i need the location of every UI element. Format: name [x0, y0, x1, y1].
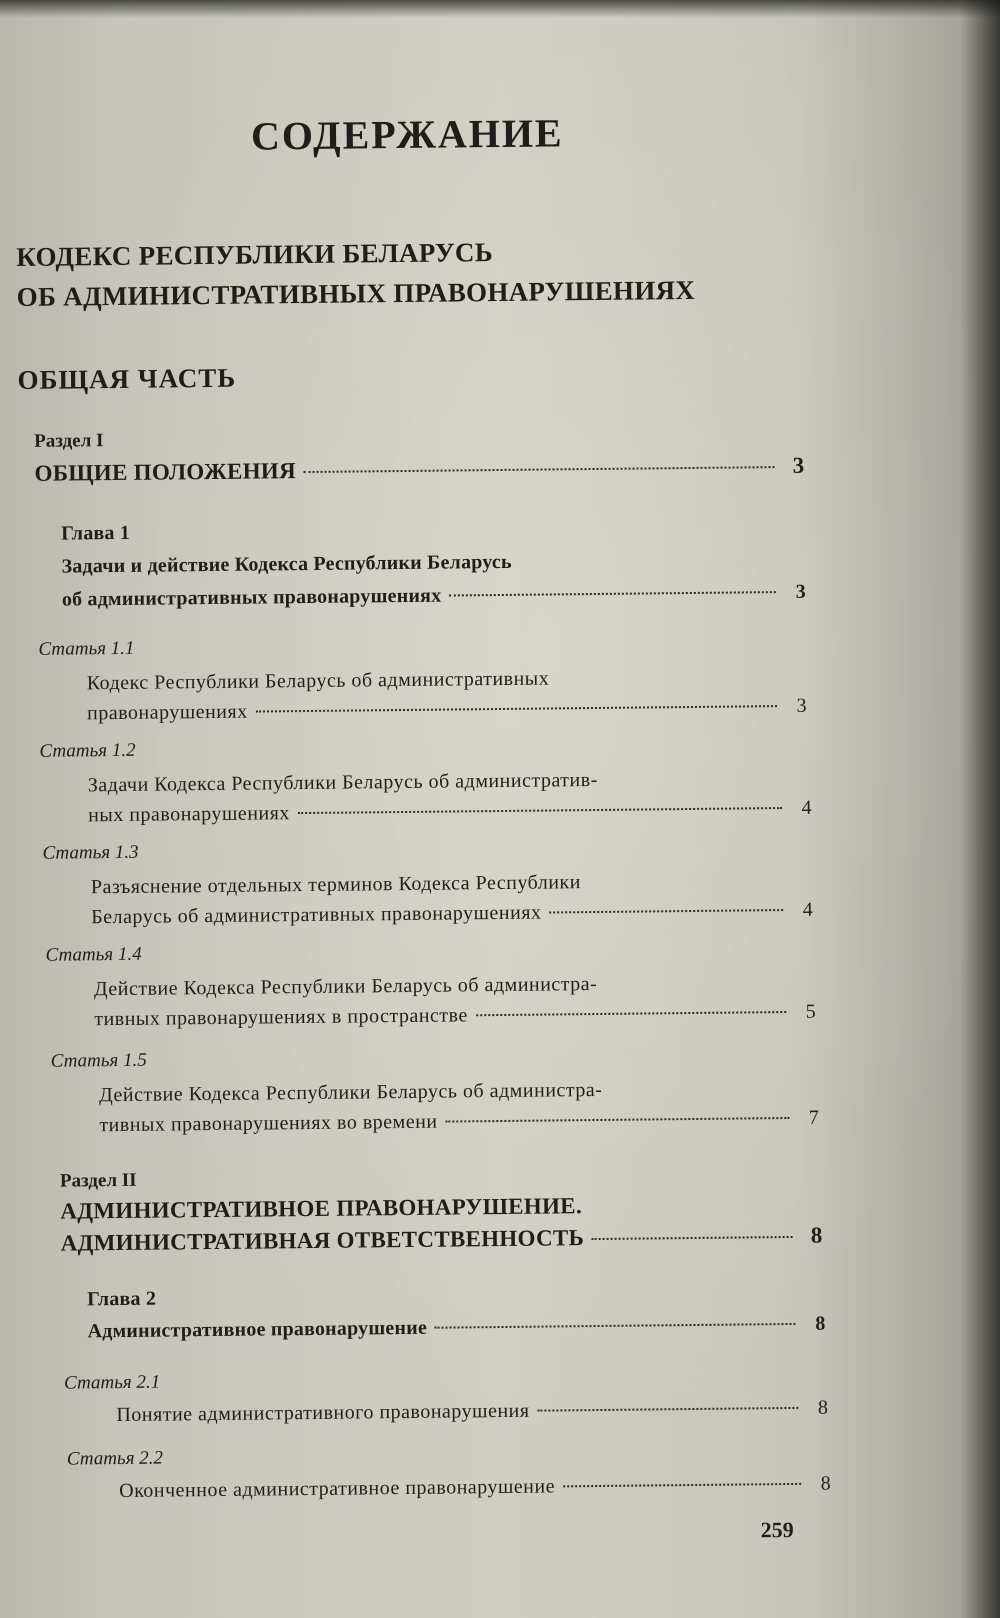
article-label: Статья 1.3	[42, 841, 139, 864]
page-ref: 8	[810, 1222, 823, 1248]
section-2-title-line-2: АДМИНИСТРАТИВНАЯ ОТВЕТСТВЕННОСТЬ	[60, 1225, 585, 1256]
leader-dots	[537, 1407, 798, 1412]
article-1-1-entry[interactable]	[87, 691, 807, 729]
article-label: Статья 1.1	[38, 637, 135, 660]
article-1-3-entry[interactable]	[91, 895, 813, 933]
article-title-line-2: ных правонарушениях	[88, 802, 290, 827]
leader-dots	[563, 1483, 801, 1487]
chapter-2-label: Глава 2	[87, 1287, 157, 1311]
chapter-1-label: Глава 1	[61, 521, 131, 545]
article-2-2-entry[interactable]	[119, 1469, 831, 1506]
page-ref: 3	[795, 580, 806, 603]
article-1-5-entry[interactable]	[99, 1103, 819, 1141]
chapter-1-title-line-2: об административных правонарушениях	[61, 584, 442, 611]
article-label: Статья 2.2	[66, 1447, 164, 1470]
article-label: Статья 2.1	[63, 1371, 161, 1394]
part-title: ОБЩАЯ ЧАСТЬ	[17, 362, 237, 396]
leader-dots	[476, 1011, 786, 1016]
section-1-label: Раздел I	[34, 430, 104, 452]
leader-dots	[446, 1117, 790, 1123]
article-1-4-entry[interactable]	[94, 997, 816, 1035]
page-ref: 3	[792, 452, 805, 478]
article-title: Понятие административного правонарушения	[116, 1399, 530, 1427]
leader-dots	[592, 1236, 793, 1240]
page-number: 259	[760, 1516, 794, 1543]
article-title-line-2: Беларусь об административных правонарушениях	[91, 901, 542, 929]
article-title-line-2: тивных правонарушениях в пространстве	[94, 1004, 468, 1031]
leader-dots	[449, 591, 776, 596]
section-2-entry[interactable]	[60, 1223, 822, 1257]
leader-dots	[256, 705, 777, 712]
section-2-title-line-1: АДМИНИСТРАТИВНОЕ ПРАВОНАРУШЕНИЕ.	[60, 1193, 583, 1224]
article-title-line-1: Задачи Кодекса Республики Беларусь об административ-	[87, 768, 598, 797]
section-1-entry[interactable]	[34, 453, 804, 487]
code-title	[16, 229, 777, 317]
leader-dots	[298, 807, 782, 814]
leader-dots	[435, 1323, 796, 1329]
article-label: Статья 1.4	[45, 943, 142, 966]
page-ref: 3	[796, 694, 808, 717]
page-ref: 4	[802, 898, 814, 921]
page-ref: 8	[820, 1472, 832, 1495]
article-title-line-1: Разъяснение отдельных терминов Кодекса Республики	[90, 871, 582, 899]
article-title-line-1: Действие Кодекса Республики Беларусь об администра-	[98, 1078, 603, 1107]
code-title-line-2: ОБ АДМИНИСТРАТИВНЫХ ПРАВОНАРУШЕНИЯХ	[16, 274, 696, 313]
chapter-1-entry[interactable]	[62, 581, 806, 612]
chapter-2-entry[interactable]	[87, 1313, 825, 1344]
leader-dots	[304, 466, 775, 473]
chapter-2-title: Административное правонарушение	[87, 1316, 428, 1343]
article-title-line-1: Действие Кодекса Республики Беларусь об администра-	[93, 972, 598, 1001]
article-title: Оконченное административное правонарушение	[119, 1475, 556, 1503]
page-ref: 8	[817, 1396, 829, 1419]
page-title: СОДЕРЖАНИЕ	[250, 110, 564, 159]
article-title-line-2: правонарушениях	[86, 700, 248, 725]
leader-dots	[549, 909, 783, 913]
article-label: Статья 1.2	[39, 739, 136, 762]
code-title-line-1: КОДЕКС РЕСПУБЛИКИ БЕЛАРУСЬ	[16, 237, 494, 273]
section-1-title: ОБЩИЕ ПОЛОЖЕНИЯ	[34, 458, 297, 486]
article-label: Статья 1.5	[50, 1049, 147, 1072]
article-title-line-1: Кодекс Республики Беларусь об административных	[86, 667, 550, 695]
article-title-line-2: тивных правонарушениях во времени	[99, 1110, 438, 1137]
page-ref: 5	[805, 1000, 817, 1023]
page-ref: 8	[815, 1312, 826, 1335]
article-1-2-entry[interactable]	[88, 793, 812, 831]
article-2-1-entry[interactable]	[116, 1393, 828, 1430]
page-ref: 7	[808, 1106, 820, 1129]
section-2-label: Раздел II	[59, 1169, 137, 1192]
chapter-1-title-line-1: Задачи и действие Кодекса Республики Беларусь	[61, 550, 512, 578]
page-ref: 4	[801, 796, 813, 819]
